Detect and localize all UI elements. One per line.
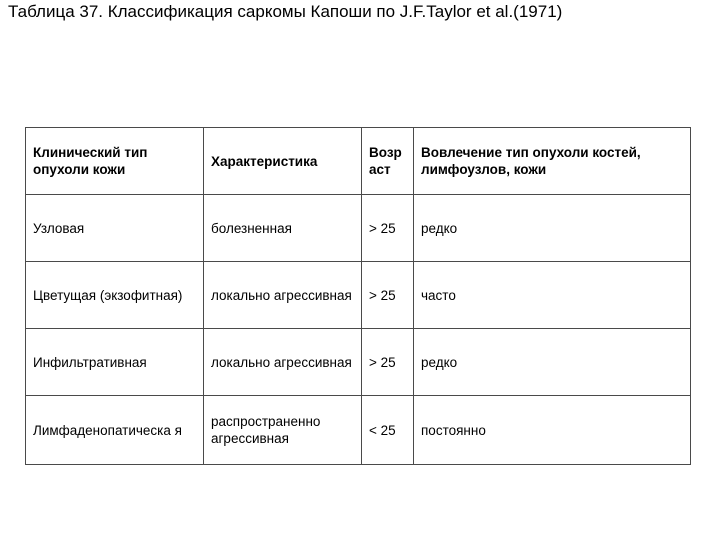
cell-characteristic: локально агрессивная [204,329,362,396]
cell-clinical-type: Узловая [26,195,204,262]
cell-clinical-type: Лимфаденопатическа я [26,396,204,465]
cell-characteristic: локально агрессивная [204,262,362,329]
cell-involvement: редко [414,329,691,396]
cell-involvement: постоянно [414,396,691,465]
header-involvement: Вовлечение тип опухоли костей, лимфоузлов, кожи [414,128,691,195]
classification-table [25,127,691,465]
cell-involvement: часто [414,262,691,329]
cell-clinical-type: Цветущая (экзофитная) [26,262,204,329]
table-row [26,262,691,329]
cell-age: > 25 [362,329,414,396]
table-row [26,396,691,465]
table-row [26,195,691,262]
cell-age: < 25 [362,396,414,465]
page-title: Таблица 37. Классификация саркомы Капоши по J.F.Taylor et al.(1971) [8,2,563,21]
table-row [26,329,691,396]
header-clinical-type: Клинический тип опухоли кожи [26,128,204,195]
cell-characteristic: распространенно агрессивная [204,396,362,465]
cell-age: > 25 [362,195,414,262]
cell-characteristic: болезненная [204,195,362,262]
table-header-row [26,128,691,195]
cell-age: > 25 [362,262,414,329]
header-characteristic: Характеристика [204,128,362,195]
cell-involvement: редко [414,195,691,262]
header-age: Возр аст [362,128,414,195]
cell-clinical-type: Инфильтративная [26,329,204,396]
